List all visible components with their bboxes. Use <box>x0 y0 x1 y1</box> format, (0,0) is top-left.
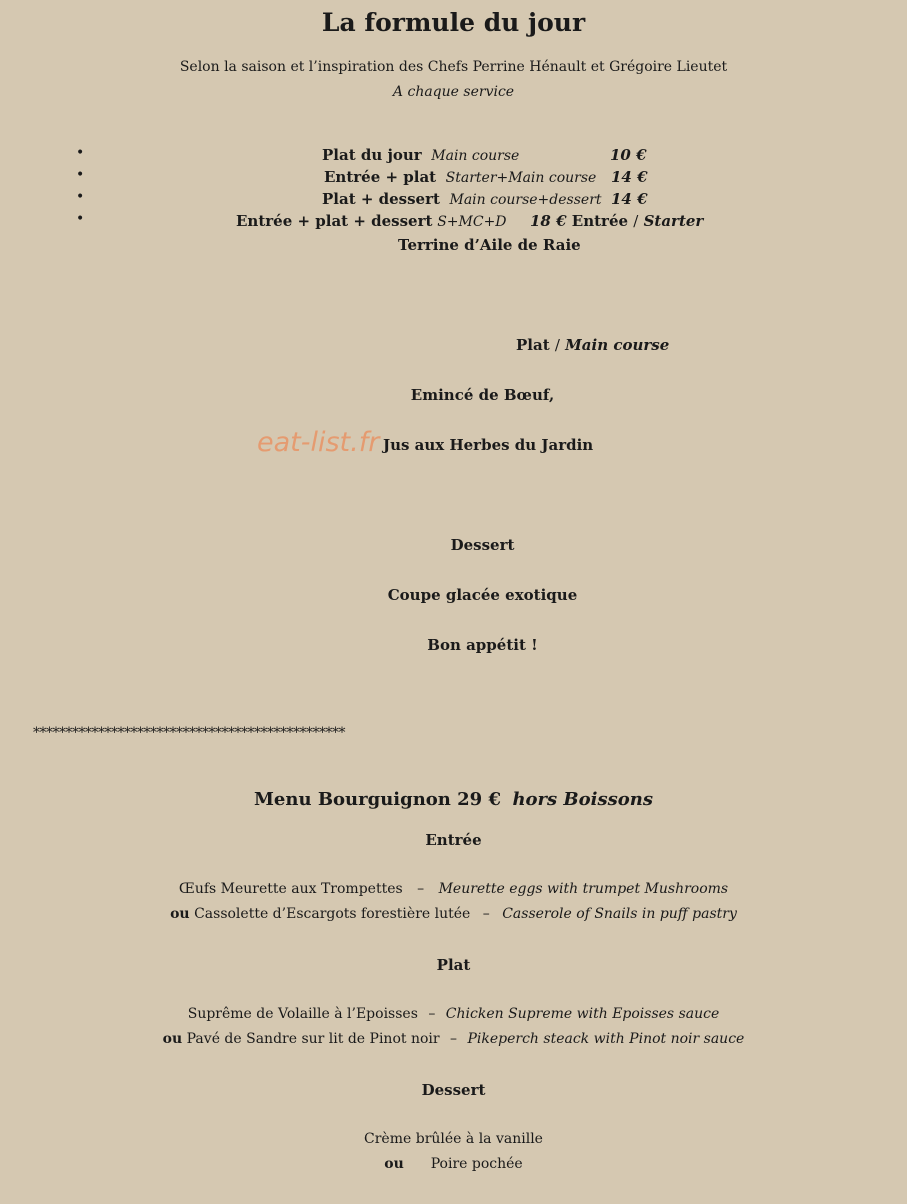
separator: ************************************************ <box>33 725 345 741</box>
formula-translation: S+MC+D <box>437 214 507 230</box>
formula-price: 10 € <box>610 146 647 164</box>
option-fr: Œufs Meurette aux Trompettes <box>178 881 403 897</box>
formula-label: Plat du jour <box>322 146 422 164</box>
dash: – <box>482 906 490 922</box>
starter-dish: Terrine d’Aile de Raie <box>398 236 581 254</box>
formula-label: Plat + dessert <box>322 190 440 208</box>
main-course-heading <box>516 336 669 354</box>
option-en: Pikeperch steack with Pinot noir sauce <box>467 1031 745 1047</box>
starter-heading: Entrée <box>571 212 629 230</box>
list-item <box>0 906 907 922</box>
bullet-icon: • <box>76 145 85 161</box>
subtitle: Selon la saison et l’inspiration des Chefs Perrine Hénault et Grégoire Lieutet <box>179 59 728 75</box>
list-item <box>0 1131 907 1147</box>
dessert-heading: Dessert <box>450 536 515 554</box>
dash: – <box>450 1031 458 1047</box>
formula-translation: Main course+dessert <box>449 192 602 208</box>
formula-price: 14 € <box>611 168 648 186</box>
main-heading-en: Main course <box>565 336 670 354</box>
menu-title-note: hors Boissons <box>512 789 653 810</box>
closing-text: Bon appétit ! <box>427 636 538 654</box>
list-item <box>0 881 907 897</box>
dash: – <box>428 1006 436 1022</box>
main-dish-line-2: Jus aux Herbes du Jardin <box>383 436 594 454</box>
menu-bourguignon-title <box>0 789 907 810</box>
formula-label: Entrée + plat <box>324 168 437 186</box>
list-item <box>0 1156 907 1172</box>
dessert-heading: Dessert <box>421 1081 486 1099</box>
list-item <box>0 1006 907 1022</box>
watermark: eat-list.fr <box>257 427 380 458</box>
option-en: Chicken Supreme with Epoisses sauce <box>445 1006 720 1022</box>
starter-heading-en: Starter <box>643 212 704 230</box>
entree-heading: Entrée <box>425 831 482 849</box>
dash: – <box>417 881 425 897</box>
option-fr: Poire pochée <box>430 1156 523 1172</box>
slash: / <box>633 212 639 230</box>
page-title: La formule du jour <box>321 8 586 37</box>
bullet-icon: • <box>76 189 85 205</box>
service-note: A chaque service <box>392 84 515 100</box>
option-en: Casserole of Snails in puff pastry <box>502 906 737 922</box>
or-word: ou <box>170 906 190 922</box>
option-fr: Cassolette d’Escargots forestière lutée <box>194 906 471 922</box>
formula-label: Entrée + plat + dessert <box>236 212 433 230</box>
option-en: Meurette eggs with trumpet Mushrooms <box>438 881 729 897</box>
formula-translation: Main course <box>431 148 520 164</box>
option-fr: Suprême de Volaille à l’Epoisses <box>187 1006 418 1022</box>
option-fr: Pavé de Sandre sur lit de Pinot noir <box>186 1031 440 1047</box>
main-dish-line-1: Emincé de Bœuf, <box>410 386 555 404</box>
formula-translation: Starter+Main course <box>445 170 597 186</box>
bullet-icon: • <box>76 167 85 183</box>
main-heading: Plat <box>516 336 550 354</box>
or-word: ou <box>384 1156 404 1172</box>
formula-price: 14 € <box>611 190 648 208</box>
dessert-dish: Coupe glacée exotique <box>387 586 578 604</box>
option-fr: Crème brûlée à la vanille <box>364 1131 543 1147</box>
slash: / <box>554 336 560 354</box>
formula-price: 18 € <box>530 212 567 230</box>
bullet-icon: • <box>76 211 85 227</box>
menu-title: Menu Bourguignon 29 € <box>254 789 501 810</box>
plat-heading: Plat <box>436 956 471 974</box>
or-word: ou <box>162 1031 183 1047</box>
list-item <box>0 1031 907 1047</box>
